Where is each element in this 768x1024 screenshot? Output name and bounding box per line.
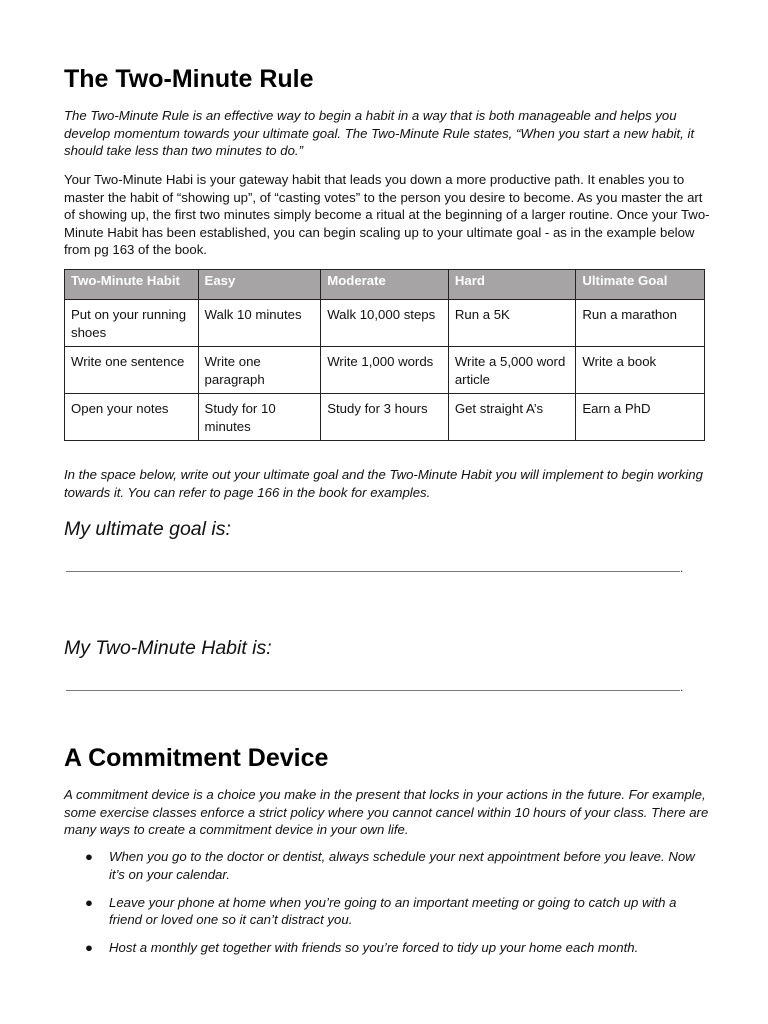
two-minute-rule-body: Your Two-Minute Habi is your gateway habit that leads you down a more productive path. It enables you to master the habit of “showing up”, of “casting votes” to the person you desire to become. As you master the art of showing up, the first two minutes simply become a ritual at the beginning of a larger routine. Once your Two-Minute Habit has been established, you can begin scaling up to your ultimate goal - as in the example below from pg 163 of the book. <box>64 172 710 258</box>
list-item-text: When you go to the doctor or dentist, always schedule your next appointment before you leave. Now it’s on your calendar. <box>109 849 695 882</box>
table-cell: Run a 5K <box>448 300 576 347</box>
list-item <box>64 894 710 929</box>
bullet-icon: ● <box>85 894 93 910</box>
commitment-examples-list <box>64 848 710 967</box>
two-minute-habit-label: My Two-Minute Habit is: <box>64 637 272 659</box>
table-cell: Get straight A’s <box>448 394 576 441</box>
two-minute-rule-intro: The Two-Minute Rule is an effective way to begin a habit in a way that is both manageable and helps you develop momentum towards your ultimate goal. The Two-Minute Rule states, “When you start a new habit, it should take less than two minutes to do.” <box>64 108 695 159</box>
table-cell: Walk 10,000 steps <box>321 300 449 347</box>
table-cell: Write a book <box>576 347 705 394</box>
table-cell: Write one sentence <box>65 347 199 394</box>
list-item <box>64 848 710 883</box>
table-row <box>65 300 705 347</box>
bullet-icon: ● <box>85 940 93 956</box>
section-title-two-minute-rule: The Two-Minute Rule <box>64 65 314 93</box>
ultimate-goal-answer-line[interactable] <box>66 571 680 572</box>
commitment-device-intro: A commitment device is a choice you make in the present that locks in your actions in the future. For example, some exercise classes enforce a strict policy where you cannot cancel within 10 hours of your class. There are many ways to create a commitment device in your own life. <box>64 787 709 838</box>
bullet-icon: ● <box>85 849 93 864</box>
table-row <box>65 394 705 441</box>
table-header-cell: Moderate <box>321 270 449 300</box>
table-cell: Write a 5,000 word article <box>448 347 576 394</box>
table-cell: Write one paragraph <box>198 347 321 394</box>
table-cell: Study for 10 minutes <box>198 394 321 441</box>
habit-scaling-table <box>64 269 705 441</box>
writing-instructions: In the space below, write out your ultimate goal and the Two-Minute Habit you will implement to begin working towards it. You can refer to page 166 in the book for examples. <box>64 467 703 500</box>
table-cell: Run a marathon <box>576 300 705 347</box>
table-header-cell: Hard <box>448 270 576 300</box>
table-cell: Open your notes <box>65 394 199 441</box>
table-header-cell: Two-Minute Habit <box>65 270 199 300</box>
table-row <box>65 347 705 394</box>
list-item-text: Host a monthly get together with friends so you’re forced to tidy up your home each month. <box>109 940 639 956</box>
table-header-row <box>65 270 705 300</box>
two-minute-habit-answer-line[interactable] <box>66 690 680 691</box>
list-item <box>64 939 710 957</box>
table-cell: Write 1,000 words <box>321 347 449 394</box>
ultimate-goal-label: My ultimate goal is: <box>64 518 231 540</box>
section-title-commitment-device: A Commitment Device <box>64 744 329 772</box>
table-header-cell: Easy <box>198 270 321 300</box>
ultimate-goal-line-end: . <box>680 561 684 575</box>
two-minute-habit-line-end: . <box>680 680 684 694</box>
table-cell: Put on your running shoes <box>65 300 199 347</box>
table-cell: Study for 3 hours <box>321 394 449 441</box>
table-header-cell: Ultimate Goal <box>576 270 705 300</box>
table-cell: Walk 10 minutes <box>198 300 321 347</box>
list-item-text: Leave your phone at home when you’re going to an important meeting or going to catch up with a friend or loved one so it can’t distract you. <box>109 894 677 928</box>
table-cell: Earn a PhD <box>576 394 705 441</box>
